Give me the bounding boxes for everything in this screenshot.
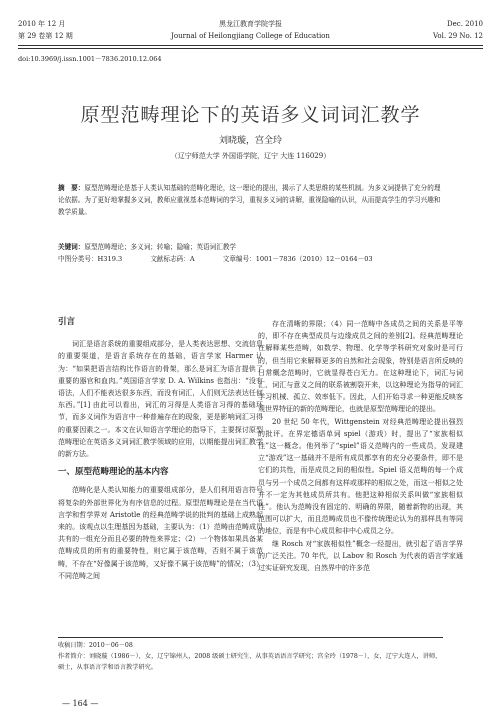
abstract <box>58 182 443 218</box>
article-number: 文章编号：1001－7836（2010）12－0164－03 <box>222 255 373 263</box>
keywords-label: 关键词： <box>58 243 85 251</box>
footnote <box>58 637 443 673</box>
running-header <box>18 18 483 76</box>
section-heading-1: 一、原型范畴理论的基本内容 <box>58 467 169 478</box>
clc-number: 中图分类号：H319.3 <box>58 255 123 263</box>
classification-line <box>58 253 443 265</box>
section-heading-intro: 引言 <box>58 317 76 327</box>
issue-volume: 第 29 卷第 12 期 <box>18 32 73 40</box>
received-date: 收稿日期：2010－06－08 <box>58 642 133 649</box>
header-rule-thick <box>18 45 483 46</box>
body-column-right <box>258 318 463 574</box>
abstract-text: 原型范畴理论是基于人类认知基础的范畴化理论，这一理论的提出，揭示了人类思维的某些机制。为多义词提供了充分的理论依据。为了更好地掌握多义词，教师应重视基本范畴词的学习，重视多义词的讲解，重视隐喻的认识，从而提高学生的学习兴趣和教学质量。 <box>58 184 441 216</box>
document-code: 文献标志码：A <box>150 255 195 263</box>
keywords-text: 原型范畴理论；多义词；转喻；隐喻；英语词汇教学 <box>84 243 237 251</box>
author-affiliation: （辽宁师范大学 外国语学院，辽宁 大连 116029） <box>170 152 331 160</box>
doi: doi:10.3969/j.issn.1001－7836.2010.12.064 <box>18 55 162 63</box>
issue-volume-en: Vol. 29 No. 12 <box>432 32 483 40</box>
journal-name-cn: 黑龙江教育学院学报 <box>219 20 282 28</box>
article-authors: 刘晓璇，宫全玲 <box>218 136 282 146</box>
paragraph: 范畴化是人类认知能力的重要组成部分，是人们利用语言符号将复杂的外部世界化为有序信息的过程。原型范畴理论是在当代语言学和哲学界对 Aristotle 的经典范畴学说的批判的基础上成熟起来的。该观点以生理基因为基础，主要认为：（1）范畴由范畴成员共有的一组充分而且必要的特性来界定；（2）一个物体如果具备某范畴成员的所有的重要特性，则它属于该范畴，否则不属于该范畴，不存在“好像属于该范畴，又好像不属于该范畴”的情况；（3）不同范畴之间 <box>58 486 263 580</box>
issue-date-en: Dec. 2010 <box>447 20 483 28</box>
article-title: 原型范畴理论下的英语多义词词汇教学 <box>80 104 421 126</box>
header-center <box>18 18 483 42</box>
author-bio: 作者简介：刘晓璇（1986－），女，辽宁锦州人，2008 级硕士研究生，从事英语语言学研究；宫全玲（1978－），女，辽宁大连人，讲师，硕士，从事语言学和语言教学研究。 <box>58 653 442 671</box>
body-column-left <box>58 316 263 582</box>
paragraph: 继 Rosch 对“家族相似性”概念一经提出，就引起了语言学界的广泛关注。70 年代，以 Labov 和 Rosch 为代表的语言学家通过实证研究发现，自然界中的许多范 <box>258 539 463 573</box>
keywords-line <box>58 241 443 253</box>
issue-date: 2010 年 12 月 <box>18 20 66 28</box>
header-rule-thin <box>18 48 483 49</box>
paragraph: 20 世纪 50 年代，Wittgenstein 对经典范畴理论提出强烈的批评。在界定德语单词 spiel（游戏）时，提出了“家族相似性”这一概念。他列举了“spiel”语义范畴内的一些成员，发现建立“游戏”这一基础并不是所有成员都享有的充分必要条件，即不是它们的共性，而是成员之间的相似性。Spiel 语义范畴的每一个成员与另一个成员之间都有这样或那样的相似之处，而这一相似之处并不一定为其他成员所共有。他把这种相似关系叫做“家族相似性”。他认为范畴没有固定的、明确的界限，随着新物的出现，其范围可以扩大，而且范畴成员也不像传统理论认为的那样具有等同的地位，而是有中心成员和非中心成员之分。 <box>258 417 463 536</box>
header-right <box>433 18 483 42</box>
paragraph: 存在清晰的界限；（4）同一范畴中各成员之间的关系是平等的，即不存在典型成员与边缘成员之间的差别[2]。经典范畴理论在解释某些范畴，如数学、物理、化学等学科研究对象时是可行的，但当用它来解释更多的自然和社会现象，特别是语言所反映的日常概念范畴时，它就显得苍白无力。在这种理论下，词汇与词汇、词汇与意义之间的联系被割裂开来，以这种理论为指导的词汇学习机械、孤立、效率低下。因此，人们开始寻求一种更能反映客观世界特征的新的范畴理论，也就是原型范畴理论的提出。 <box>258 320 463 414</box>
page-number: — 164 — <box>62 699 99 708</box>
article-metadata <box>58 241 443 265</box>
abstract-label: 摘 要： <box>58 184 85 192</box>
journal-name-en: Journal of Heilongjiang College of Education <box>171 32 330 40</box>
paragraph: 词汇是语言系统的重要组成部分，是人类表达思想、交流信息的重要渠道，是语言系统存在的基础，语言学家 Harmer 认为：“如果把语言结构比作语言的骨架，那么是词汇为语言提供了重要的器官和血肉。”英国语言学家 D. A. Wilkins 也指出：“没有语法，人们不能表达很多东西，而没有词汇，人们则无法表达任何东西。”[1] 由此可以看出，词汇的习得是人类语言习得的基础环节，而多义词作为语言中一种普遍存在的现象，更是影响词汇习得的重要因素之一。本文在认知语言学理论的指导下，主要探讨原型范畴理论在英语多义词词汇教学领域的应用，以期能提出词汇教学的新方法。 <box>58 340 263 459</box>
